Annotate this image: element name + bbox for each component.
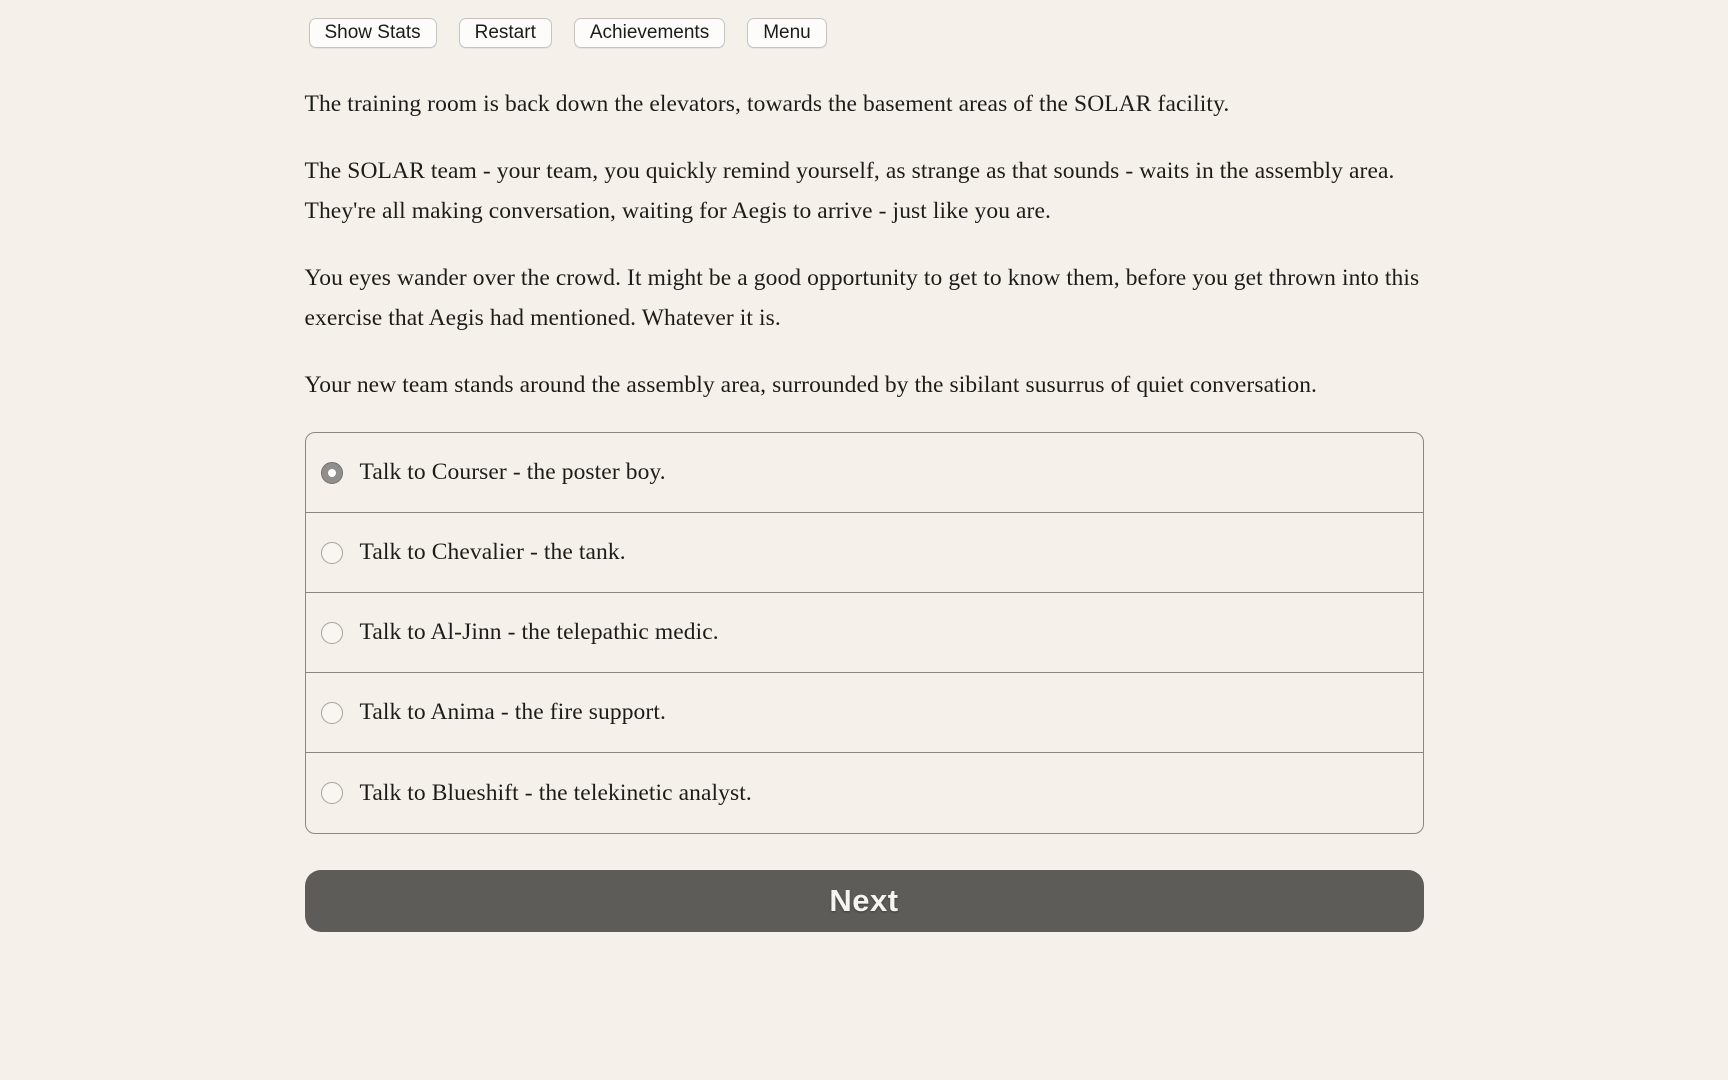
story-paragraph: Your new team stands around the assembly area, surrounded by the sibilant susurrus of quiet conversation. bbox=[304, 372, 1318, 398]
radio-button[interactable] bbox=[321, 542, 343, 564]
show-stats-button[interactable]: Show Stats bbox=[309, 18, 437, 48]
toolbar bbox=[305, 18, 1424, 48]
next-button[interactable]: Next bbox=[305, 870, 1424, 932]
choice-label: Talk to Anima - the fire support. bbox=[359, 699, 666, 725]
choice-option-chevalier[interactable] bbox=[306, 513, 1423, 593]
radio-button[interactable] bbox=[321, 622, 343, 644]
choice-label: Talk to Courser - the poster boy. bbox=[359, 459, 666, 485]
choice-list bbox=[305, 432, 1424, 834]
choice-label: Talk to Al-Jinn - the telepathic medic. bbox=[359, 619, 719, 645]
story-text bbox=[305, 84, 1424, 405]
choice-option-courser[interactable] bbox=[306, 433, 1423, 513]
radio-button[interactable] bbox=[321, 462, 343, 484]
story-paragraph: The SOLAR team - your team, you quickly remind yourself, as strange as that sounds - waits in the assembly area. They're all making conversation, waiting for Aegis to arrive - just like you are. bbox=[304, 158, 1395, 224]
radio-button[interactable] bbox=[321, 782, 343, 804]
game-page bbox=[305, 0, 1424, 932]
radio-button[interactable] bbox=[321, 702, 343, 724]
choice-option-anima[interactable] bbox=[306, 673, 1423, 753]
restart-button[interactable]: Restart bbox=[459, 18, 552, 48]
choice-label: Talk to Blueshift - the telekinetic analyst. bbox=[359, 779, 752, 806]
choice-option-blueshift[interactable] bbox=[306, 753, 1423, 833]
achievements-button[interactable]: Achievements bbox=[574, 18, 725, 48]
menu-button[interactable]: Menu bbox=[747, 18, 827, 48]
choice-option-al-jinn[interactable] bbox=[306, 593, 1423, 673]
choice-label: Talk to Chevalier - the tank. bbox=[359, 539, 626, 565]
story-paragraph: The training room is back down the elevators, towards the basement areas of the SOLAR facility. bbox=[304, 91, 1230, 117]
story-paragraph: You eyes wander over the crowd. It might be a good opportunity to get to know them, before you get thrown into this exercise that Aegis had mentioned. Whatever it is. bbox=[304, 265, 1420, 331]
